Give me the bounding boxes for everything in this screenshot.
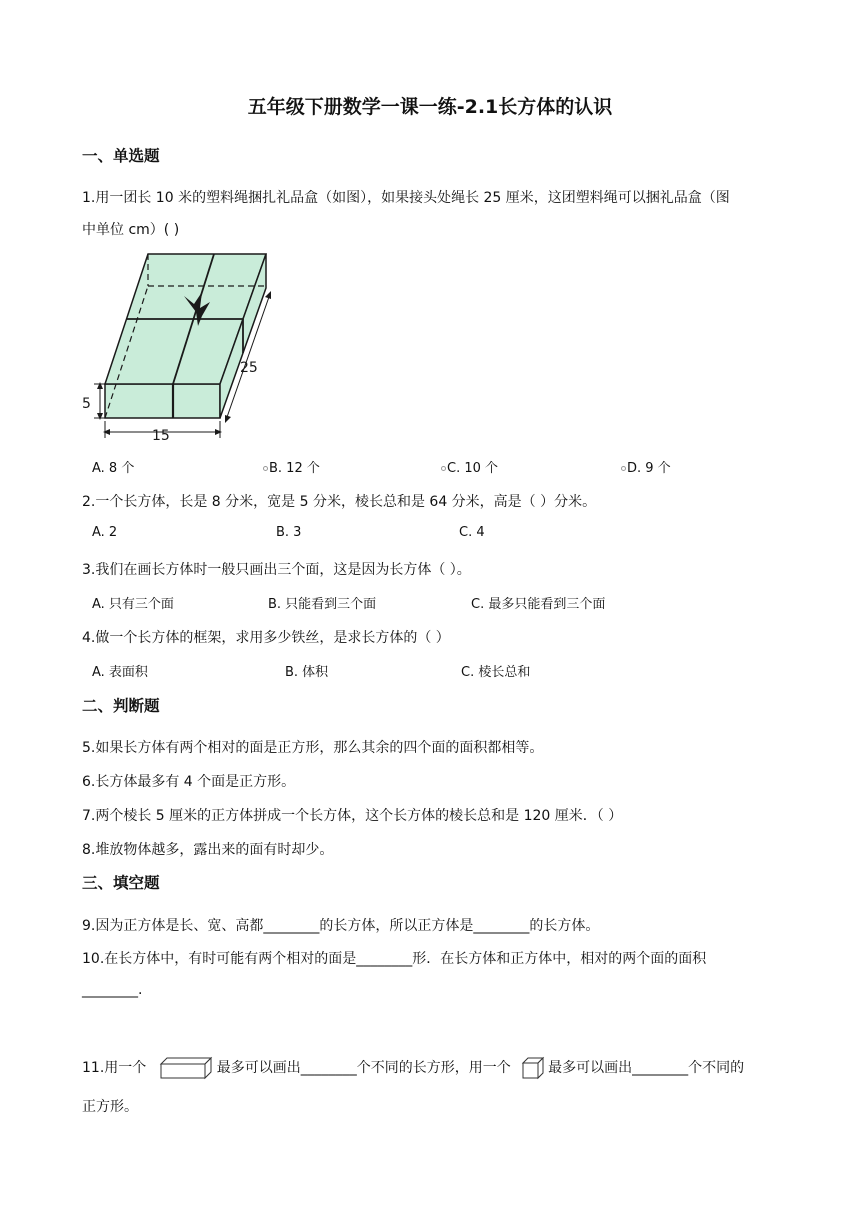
q1-option-b[interactable]: B. 12 个	[263, 457, 320, 476]
q3-option-c[interactable]: C. 最多只能看到三个面	[471, 597, 606, 612]
q1-option-c[interactable]: C. 10 个	[441, 457, 498, 476]
q4-option-a[interactable]: A. 表面积	[92, 665, 148, 680]
question-1-text: 1.用一团长 10 米的塑料绳捆扎礼品盒（如图），如果接头处绳长 25 厘米，这团塑料绳可以捆礼品盒（图	[82, 190, 730, 206]
question-11-text	[82, 1056, 744, 1080]
question-4-text: 4.做一个长方体的框架，求用多少铁丝，是求长方体的（ ）	[82, 630, 450, 646]
question-6-text: 6.长方体最多有 4 个面是正方形。	[82, 774, 296, 790]
section-heading-fill-blank: 三、填空题	[82, 874, 160, 892]
q2-option-a[interactable]: A. 2	[92, 525, 118, 540]
question-3-text: 3.我们在画长方体时一般只画出三个面，这是因为长方体（ ）。	[82, 562, 471, 578]
bullet-dot-icon	[621, 466, 626, 471]
question-10-text-cont: ________.	[82, 982, 143, 998]
depth-label: 25	[240, 360, 258, 376]
question-5-text: 5.如果长方体有两个相对的面是正方形，那么其余的四个面的面积都相等。	[82, 740, 544, 756]
question-7-text: 7.两个棱长 5 厘米的正方体拼成一个长方体，这个长方体的棱长总和是 120 厘米．（ ）	[82, 808, 623, 824]
question-11-text-cont: 正方形。	[82, 1099, 138, 1115]
section-heading-single-choice: 一、单选题	[82, 147, 160, 165]
question-10-text: 10.在长方体中，有时可能有两个相对的面是________形．在长方体和正方体中，相对的两个面的面积	[82, 951, 707, 967]
width-label: 15	[152, 428, 170, 444]
q3-option-a[interactable]: A. 只有三个面	[92, 597, 174, 612]
question-8-text: 8.堆放物体越多，露出来的面有时却少。	[82, 842, 334, 858]
section-heading-true-false: 二、判断题	[82, 697, 160, 715]
q3-option-b[interactable]: B. 只能看到三个面	[268, 597, 377, 612]
gift-box-figure	[78, 246, 278, 446]
bullet-dot-icon	[441, 466, 446, 471]
question-2-text: 2.一个长方体，长是 8 分米，宽是 5 分米，棱长总和是 64 分米，高是（ ）分米。	[82, 494, 597, 510]
q11-part2: 最多可以画出________个不同的长方形，用一个	[216, 1060, 511, 1076]
q4-option-c[interactable]: C. 棱长总和	[461, 665, 531, 680]
cuboid-icon	[159, 1056, 215, 1080]
q2-option-b[interactable]: B. 3	[276, 525, 302, 540]
question-9-text: 9.因为正方体是长、宽、高都________的长方体，所以正方体是________的长方体。	[82, 918, 600, 934]
bullet-dot-icon	[263, 466, 268, 471]
height-label: 5	[82, 396, 91, 412]
q11-part1: 11.用一个	[82, 1060, 147, 1076]
q4-option-b[interactable]: B. 体积	[285, 665, 329, 680]
page-title: 五年级下册数学一课一练-2.1长方体的认识	[247, 96, 613, 118]
cube-icon	[521, 1056, 547, 1080]
q1-option-d[interactable]: D. 9 个	[621, 457, 671, 476]
question-1-text-cont: 中单位 cm）( )	[82, 222, 180, 238]
q1-option-a[interactable]: A. 8 个	[92, 461, 135, 476]
q11-part3: 最多可以画出________个不同的	[548, 1060, 745, 1076]
q2-option-c[interactable]: C. 4	[459, 525, 485, 540]
